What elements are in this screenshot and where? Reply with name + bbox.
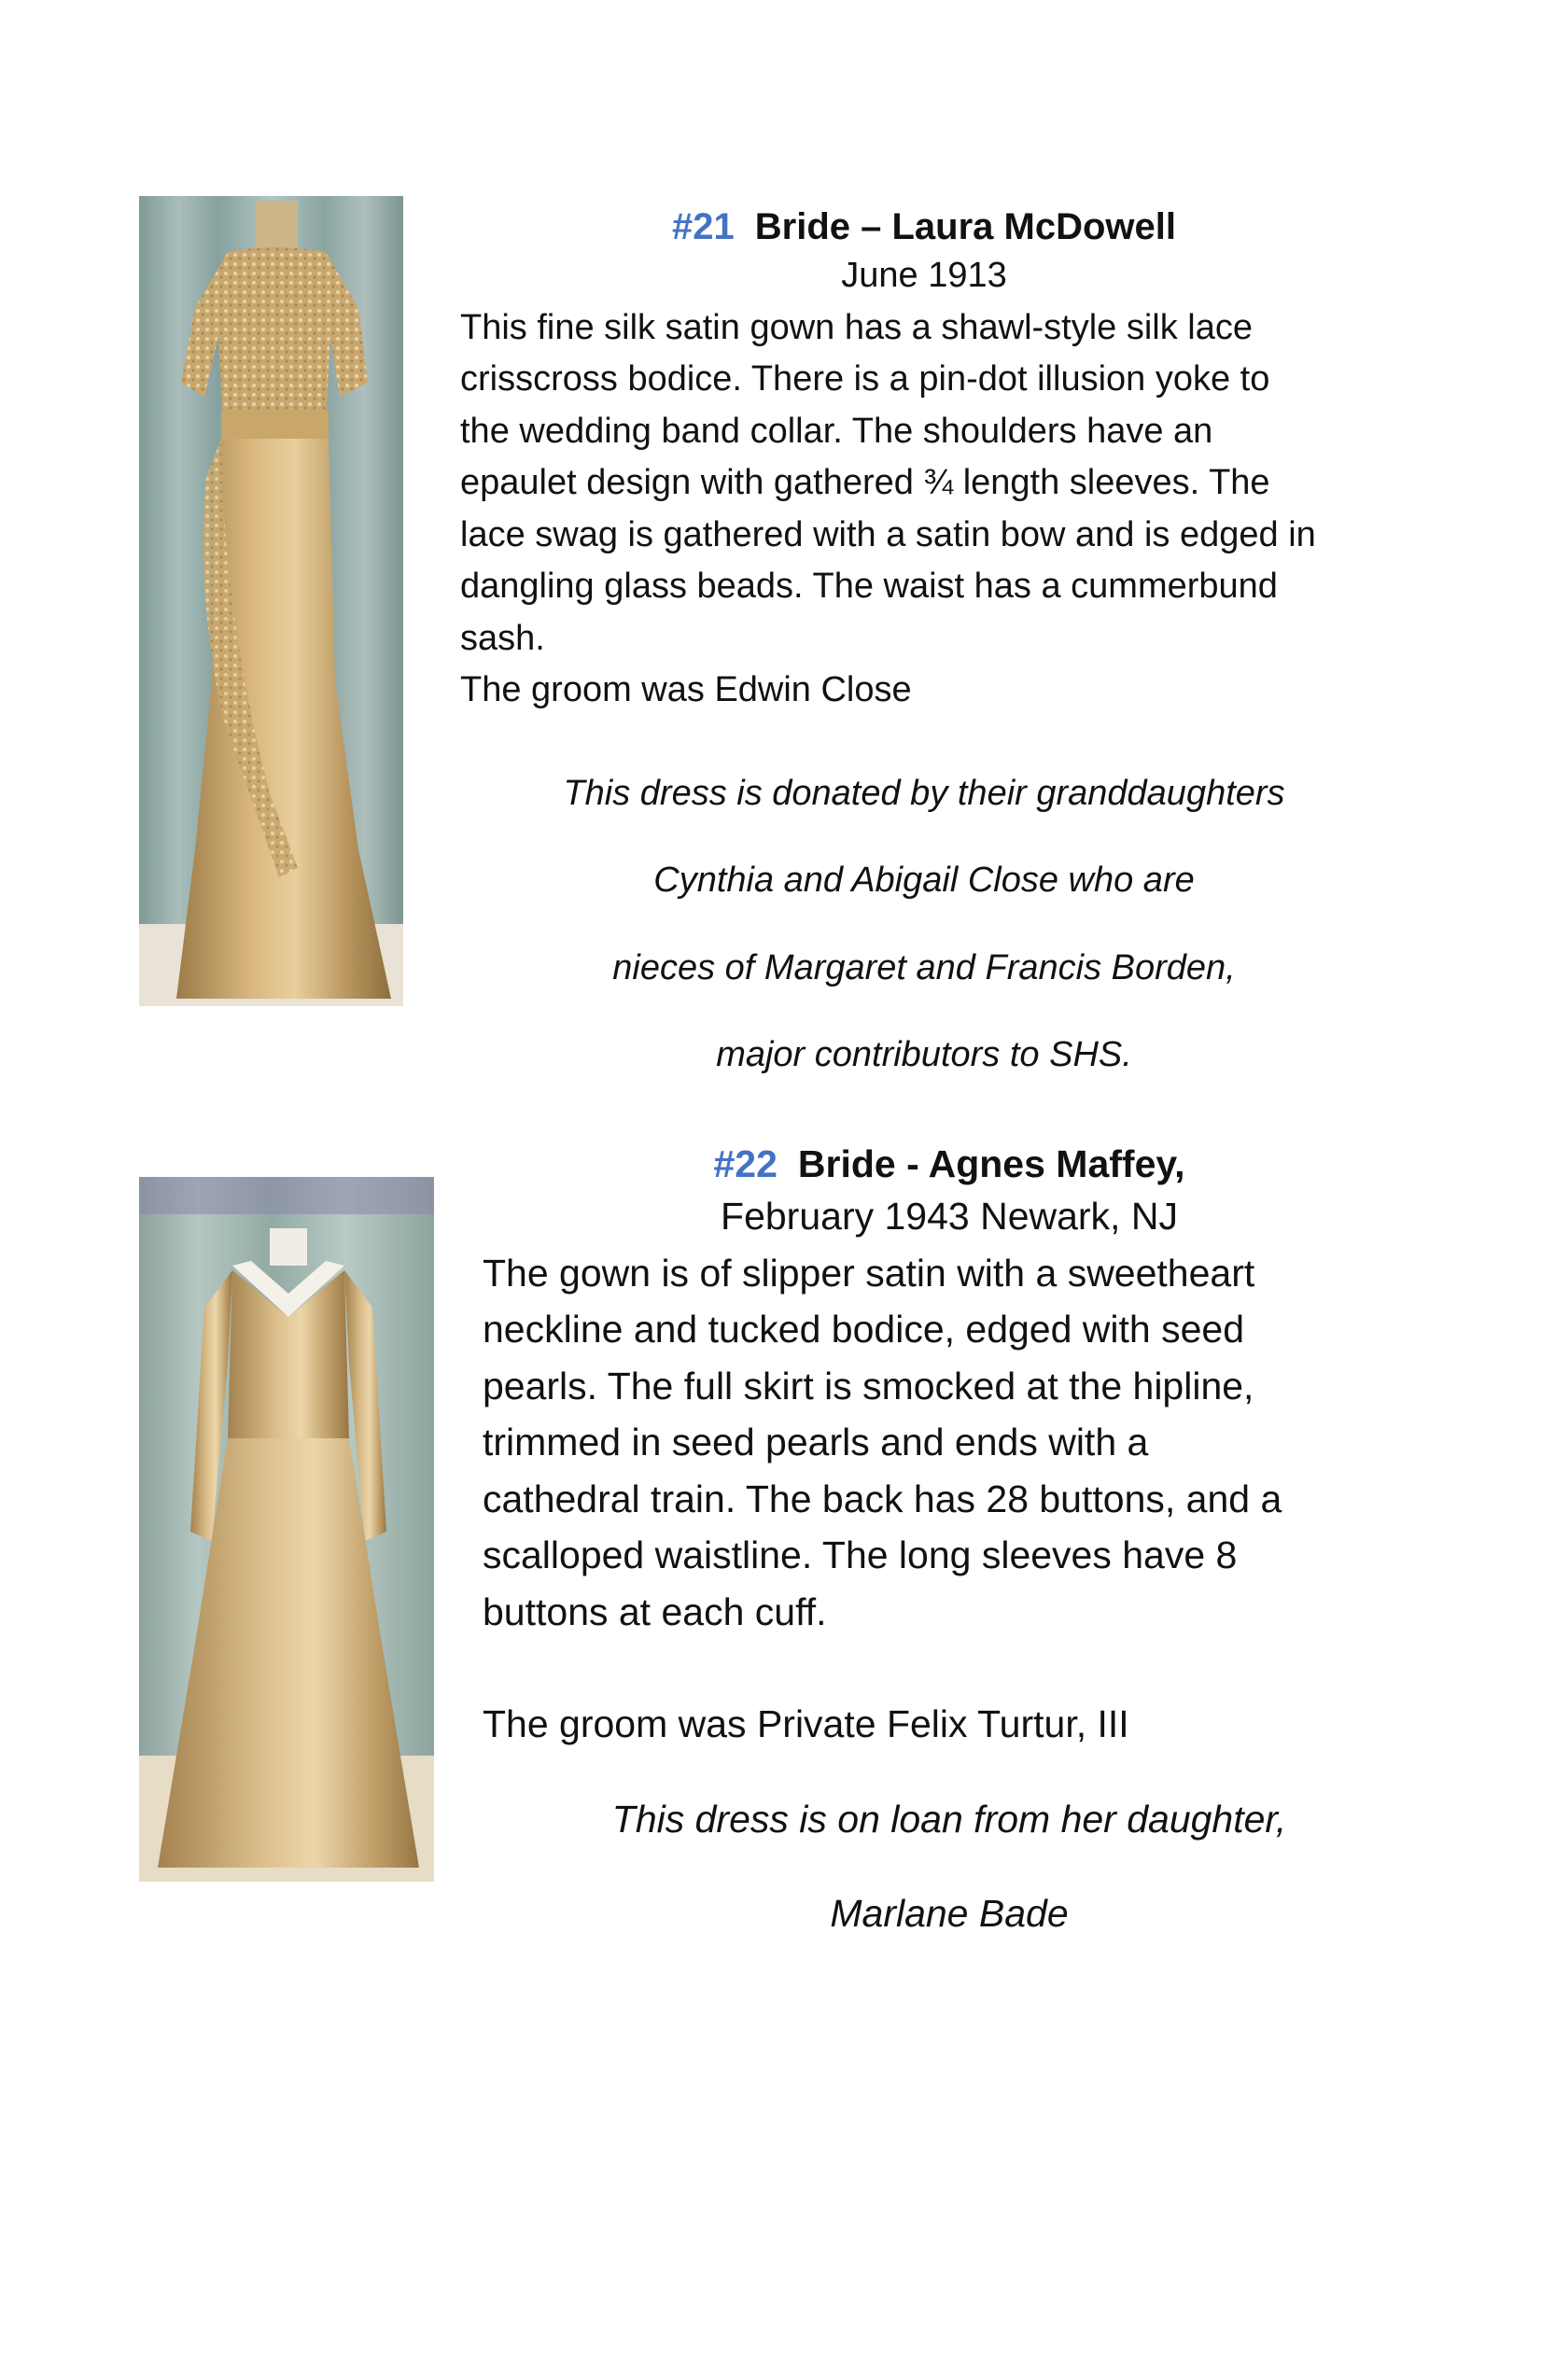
wedding-gown-1943-photo [139,1177,434,1882]
groom-line: The groom was Private Felix Turtur, III [483,1702,1129,1746]
gown-description [460,302,1412,717]
entry-22 [483,1141,1416,1981]
description-line: lace swag is gathered with a satin bow and is edged in [460,514,1316,554]
description-line: dangling glass beads. The waist has a cummerbund [460,567,1278,606]
description-line: buttons at each cuff. [483,1589,827,1633]
description-line: crisscross bodice. There is a pin-dot illusion yoke to [460,359,1270,399]
note-line: This dress is on loan from her daughter, [611,1797,1287,1841]
note-line: Marlane Bade [830,1892,1069,1936]
bride-name: Bride - Agnes Maffey, [797,1142,1185,1185]
note-line: Cynthia and Abigail Close who are [653,861,1195,900]
description-line: neckline and tucked bodice, edged with seed [483,1308,1245,1351]
bride-name: Bride – Laura McDowell [754,206,1176,247]
note-line: nieces of Margaret and Francis Borden, [612,947,1236,987]
gown-description [483,1245,1416,1641]
donation-note [460,768,1388,1082]
description-line: pearls. The full skirt is smocked at the hipline, [483,1364,1254,1407]
entry-title [460,203,1388,250]
description-line: cathedral train. The back has 28 buttons, and a [483,1477,1282,1520]
description-line: sash. [460,618,545,658]
loan-note [483,1791,1416,1942]
wedding-date: February 1943 Newark, NJ [721,1195,1178,1239]
description-line: scalloped waistline. The long sleeves have 8 [483,1533,1238,1577]
wedding-gown-1913-photo [139,196,403,1006]
entry-21 [460,203,1412,1117]
description-line: trimmed in seed pearls and ends with a [483,1421,1149,1464]
note-line: This dress is donated by their granddaughters [563,773,1285,813]
entry-number: #22 [713,1142,778,1185]
wedding-date: June 1913 [841,256,1007,295]
description-line: the wedding band collar. The shoulders have an [460,411,1213,451]
groom-line: The groom was Edwin Close [460,670,912,709]
entry-title [483,1141,1416,1188]
description-line: The gown is of slipper satin with a sweetheart [483,1251,1255,1295]
entry-number: #21 [672,206,735,247]
note-line: major contributors to SHS. [716,1035,1132,1074]
description-line: epaulet design with gathered ¾ length sleeves. The [460,463,1270,502]
description-line: This fine silk satin gown has a shawl-style silk lace [460,307,1254,347]
